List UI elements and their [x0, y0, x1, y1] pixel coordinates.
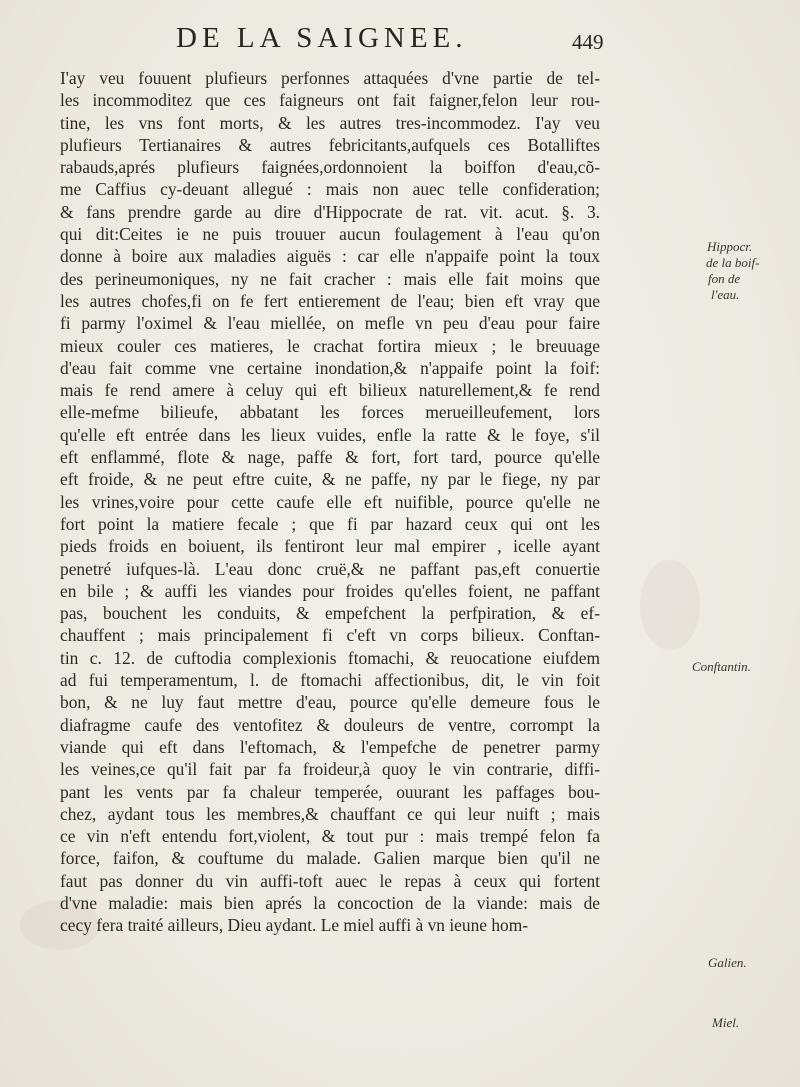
margin-note-son-de: fon de — [708, 271, 741, 286]
text-line: en bile ; & auffi les viandes pour froides qu'elles foient, ne paffant — [60, 580, 600, 601]
text-line: des perineumoniques, ny ne fait cracher : mais elle fait moins que — [60, 268, 600, 289]
margin-note-constantin: Conftantin. — [692, 659, 751, 674]
text-line: pieds froids en boiuent, ils fentiront leur mal empirer , icelle ayant — [60, 536, 600, 557]
paper-stain — [640, 560, 700, 650]
text-line: diafragme caufe des ventofitez & douleurs de ventre, corrompt la — [60, 714, 600, 735]
margin-note-hippocr: Hippocr. — [707, 239, 753, 254]
text-line: d'vne maladie: mais bien aprés la concoction de la viande: mais de — [60, 892, 600, 913]
running-title: DE LA SAIGNEE. — [176, 22, 468, 54]
text-line: rabauds,aprés plufieurs faignées,ordonnoient la boiffon d'eau,cõ- — [60, 157, 600, 178]
text-line: tine, les vns font morts, & les autres tres-incommodez. I'ay veu — [60, 112, 600, 133]
text-line: fi parmy l'oximel & l'eau miellée, on mefle vn peu d'eau pour faire — [60, 313, 600, 334]
text-line: ad fui temperamentum, l. de ftomachi affectionibus, dit, le vin foit — [60, 670, 600, 691]
text-line: bon, & ne luy faut mettre d'eau, pource qu'elle demeure fous le — [60, 692, 600, 713]
text-line: donne à boire aux maladies aiguës : car elle n'appaife point la toux — [60, 246, 600, 267]
text-line: pant les vents par fa chaleur temperée, ouurant les paffages bou- — [60, 781, 600, 802]
text-line: plufieurs Tertianaires & autres febricitants,aufquels ces Botalliftes — [60, 134, 600, 155]
page-number: 449 — [572, 30, 604, 54]
text-line: elle-mefme bilieufe, abbatant les forces merueilleufement, lors — [60, 402, 600, 423]
text-line: ce vin n'eft entendu fort,violent, & tout pur : mais trempé felon fa — [60, 826, 600, 847]
text-line: les incommoditez que ces faigneurs ont fait faigner,felon leur rou- — [60, 90, 600, 111]
text-line: les veines,ce qu'il fait par fa froideur,à quoy le vin contrarie, diffi- — [60, 759, 600, 780]
text-line: cecy fera traité ailleurs, Dieu aydant. Le miel auffi à vn ieune hom- — [60, 915, 529, 936]
text-line: penetré iufques-là. L'eau donc cruë,& ne paffant pas,eft conuertie — [60, 558, 600, 579]
body-text — [60, 67, 600, 937]
text-line: viande qui eft dans l'eftomach, & l'empefche de penetrer parmy — [60, 736, 600, 757]
text-line: les vrines,voire pour cette caufe elle eft nuifible, pource qu'elle ne — [60, 491, 600, 512]
text-line: mieux couler ces matieres, le crachat fortira mieux ; le breuuage — [60, 335, 600, 356]
text-line: eft enflammé, flote & nage, paffe & fort, fort tard, pource qu'elle — [60, 447, 600, 468]
text-line: I'ay veu fouuent plufieurs perfonnes attaquées d'vne partie de tel- — [60, 68, 600, 88]
text-line: mais fe rend amere à celuy qui eft bilieux naturellement,& fe rend — [60, 380, 600, 401]
text-line: pas, bouchent les conduits, & empefchent la perfpiration, & ef- — [60, 603, 600, 624]
text-line: d'eau fait comme vne certaine inondation,& n'appaife point la foif: — [60, 357, 600, 378]
margin-note-galien: Galien. — [708, 955, 747, 970]
text-line: tin c. 12. de cuftodia complexionis ftomachi, & reuocatione eiufdem — [60, 647, 600, 668]
text-line: les autres chofes,fi on fe fert entierement de l'eau; bien eft vray que — [60, 290, 600, 311]
text-line: faut pas donner du vin auffi-toft auec le repas à ceux qui fortent — [60, 870, 600, 891]
margin-note-de-la-boisson: de la boif- — [706, 255, 760, 270]
page-header — [0, 18, 800, 58]
text-line: qui dit:Ceites ie ne puis trouuer aucun foulagement à l'eau qu'on — [60, 224, 600, 245]
text-line: force, faifon, & couftume du malade. Galien marque bien qu'il ne — [60, 848, 600, 869]
margin-note-miel: Miel. — [712, 1015, 740, 1030]
text-line: qu'elle eft entrée dans les lieux vuides, enfle la ratte & le foye, s'il — [60, 424, 600, 445]
text-line: eft froide, & ne peut eftre cuite, & ne paffe, ny par le fiege, ny par — [60, 469, 600, 490]
text-line: fort point la matiere fecale ; que fi par hazard ceux qui ont les — [60, 513, 600, 534]
text-line: chez, aydant tous les membres,& chauffant ce qui leur nuift ; mais — [60, 803, 600, 824]
margin-note-l-eau: l'eau. — [711, 287, 740, 302]
text-line: chauffent ; mais principalement fi c'eft vn corps bilieux. Conftan- — [60, 625, 600, 646]
text-line: me Caffius cy-deuant allegué : mais non auec telle confideration; — [60, 179, 600, 200]
text-line: & fans prendre garde au dire d'Hippocrate de rat. vit. acut. §. 3. — [60, 201, 600, 222]
